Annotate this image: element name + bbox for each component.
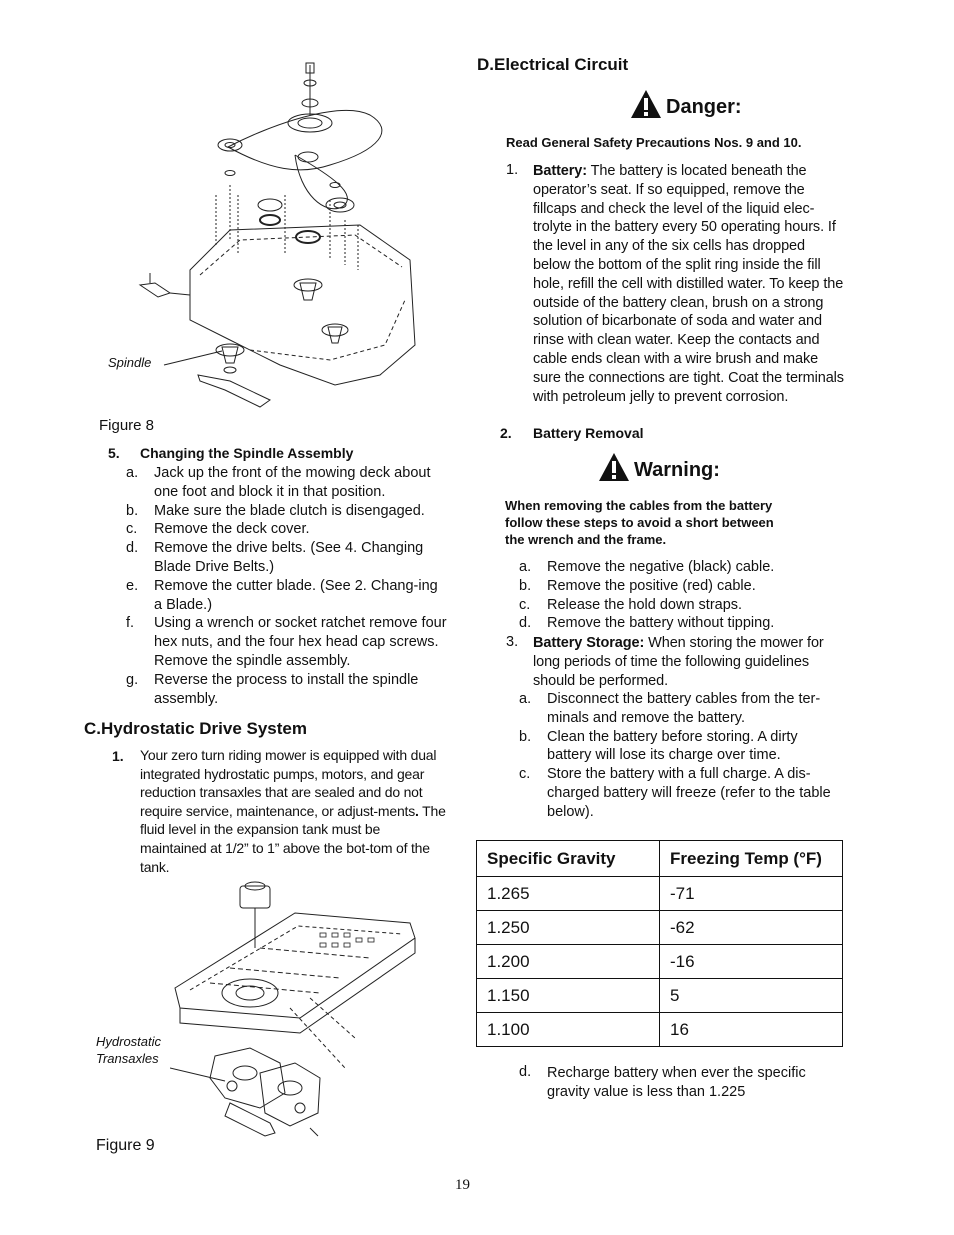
list-marker: f. xyxy=(126,615,135,632)
figure-8-illustration xyxy=(130,55,420,420)
removal-step-number: 2. xyxy=(500,425,512,441)
list-text: Remove the cutter blade. (See 2. Chang-ing a Blade.) xyxy=(154,577,438,613)
table-row xyxy=(477,979,843,1013)
table-cell: 1.200 xyxy=(477,945,660,979)
electrical-heading: D.Electrical Circuit xyxy=(477,55,629,74)
table-cell: 16 xyxy=(660,1013,843,1047)
table-cell: 5 xyxy=(660,979,843,1013)
battery-label: Battery: xyxy=(533,163,587,179)
table-cell: 1.250 xyxy=(477,911,660,945)
warning-triangle-icon xyxy=(598,452,630,488)
list-marker: e. xyxy=(126,577,139,594)
warning-title-text: Warning: xyxy=(634,458,720,481)
removal-steps-list xyxy=(519,558,845,633)
list-marker: c. xyxy=(519,766,531,783)
hydrostatic-text-dot: . xyxy=(415,802,419,819)
warning-note-line3: the wrench and the frame. xyxy=(505,532,667,547)
list-marker: b. xyxy=(519,577,532,594)
warning-triangle-icon xyxy=(630,89,662,125)
table-header-cell: Specific Gravity xyxy=(477,841,660,877)
list-item xyxy=(519,596,845,615)
warning-note-line1: When removing the cables from the battery xyxy=(505,498,773,513)
list-marker: b. xyxy=(519,728,532,745)
list-text: Using a wrench or socket ratchet remove four hex nuts, and the four hex head cap screws. Remove the spindle assembly. xyxy=(154,615,447,669)
list-marker: a. xyxy=(519,559,532,575)
list-item xyxy=(126,614,448,670)
table-cell: -16 xyxy=(660,945,843,979)
table-row xyxy=(477,877,843,911)
hydrostatic-heading: C.Hydrostatic Drive System xyxy=(84,719,307,738)
recharge-text: Recharge battery when ever the specific gravity value is less than 1.225 xyxy=(547,1065,806,1100)
table-header-cell: Freezing Temp (°F) xyxy=(660,841,843,877)
list-item xyxy=(126,520,448,539)
figure-9-caption: Figure 9 xyxy=(96,1137,155,1154)
storage-paragraph xyxy=(533,634,845,690)
list-marker: b. xyxy=(126,502,139,519)
list-item xyxy=(126,577,448,615)
list-item xyxy=(126,502,448,521)
specific-gravity-table xyxy=(476,840,843,1047)
list-item xyxy=(126,539,448,577)
list-text: Disconnect the battery cables from the ter-minals and remove the battery. xyxy=(547,691,821,726)
removal-step-title: Battery Removal xyxy=(533,425,644,441)
list-item xyxy=(126,464,448,502)
storage-text: When storing the mower for long periods of time the following guidelines should be performed. xyxy=(533,635,824,689)
battery-text: The battery is located beneath the operator’s seat. If so equipped, remove the fillcaps and check the level of the liquid elec-trolyte in the battery every 50 operating hours. If the level in any of the six cells has dropped below the bottom of the split ring inside the fill hole, refill the cell with distilled water. To keep the outside of the battery clean, brush on a strong solution of bicarbonate of soda and water and rinse with clean water. Keep the contacts and cable ends clean with a wire brush and make sure the connections are tight. Coat the terminals with petroleum jelly to prevent corrosion. xyxy=(533,163,844,405)
figure-8-caption: Figure 8 xyxy=(99,417,155,434)
list-item xyxy=(126,671,448,709)
list-text: Remove the battery without tipping. xyxy=(547,615,775,632)
figure-9-callout xyxy=(96,1033,161,1067)
warning-note xyxy=(505,497,774,548)
table-cell: -71 xyxy=(660,877,843,911)
hydrostatic-paragraph xyxy=(140,746,448,876)
hydrostatic-text-part2: The fluid level in the expansion tank must be maintained at 1/2” to 1” above the bot-tom of the tank. xyxy=(140,802,446,875)
figure-9-illustration xyxy=(170,878,420,1140)
page-number: 19 xyxy=(455,1177,470,1193)
table-row xyxy=(477,945,843,979)
table-cell: 1.100 xyxy=(477,1013,660,1047)
battery-paragraph xyxy=(533,162,845,406)
danger-note: Read General Safety Precautions Nos. 9 and 10. xyxy=(506,135,802,150)
figure-8-callout-spindle: Spindle xyxy=(108,355,152,370)
list-marker: a. xyxy=(126,465,139,481)
spindle-step-title: Changing the Spindle Assembly xyxy=(140,445,354,461)
warning-title xyxy=(598,452,720,488)
storage-step-number: 3. xyxy=(506,634,519,650)
list-marker: g. xyxy=(126,671,139,688)
danger-title-text: Danger: xyxy=(666,95,742,118)
list-text: Release the hold down straps. xyxy=(547,596,743,613)
list-text: Remove the negative (black) cable. xyxy=(547,559,775,575)
battery-step-number: 1. xyxy=(506,162,519,178)
table-row xyxy=(477,911,843,945)
list-text: Make sure the blade clutch is disengaged. xyxy=(154,502,425,519)
warning-note-line2: follow these steps to avoid a short between xyxy=(505,515,774,530)
figure-9-callout-line1: Hydrostatic xyxy=(96,1034,162,1049)
list-text: Remove the deck cover. xyxy=(154,521,310,538)
table-header-row xyxy=(477,841,843,877)
list-item xyxy=(519,765,845,821)
recharge-marker: d. xyxy=(519,1064,532,1080)
hydrostatic-step-number: 1. xyxy=(112,748,124,764)
list-item xyxy=(519,614,845,633)
list-text: Store the battery with a full charge. A dis-charged battery will freeze (refer to the table below). xyxy=(547,766,831,820)
figure-9-callout-line2: Transaxles xyxy=(96,1051,159,1066)
list-marker: a. xyxy=(519,691,532,707)
storage-label: Battery Storage: xyxy=(533,635,645,651)
table-cell: 1.265 xyxy=(477,877,660,911)
storage-steps-list xyxy=(519,690,845,822)
list-item xyxy=(519,577,845,596)
table-cell: 1.150 xyxy=(477,979,660,1013)
list-marker: c. xyxy=(519,596,531,613)
list-text: Jack up the front of the mowing deck about one foot and block it in that position. xyxy=(154,465,431,500)
list-marker: d. xyxy=(126,540,139,557)
danger-title xyxy=(630,89,742,125)
list-item xyxy=(519,558,845,577)
list-item xyxy=(519,728,845,766)
list-marker: d. xyxy=(519,615,532,632)
spindle-steps-list xyxy=(126,464,448,708)
list-text: Clean the battery before storing. A dirty battery will lose its charge over time. xyxy=(547,728,798,764)
list-text: Remove the positive (red) cable. xyxy=(547,577,756,594)
list-text: Reverse the process to install the spindle assembly. xyxy=(154,671,419,707)
hydrostatic-text-part1: Your zero turn riding mower is equipped with dual integrated hydrostatic pumps, motors, and gear reduction transaxles that are sealed and do not require service, maintenance, or adjust-ments xyxy=(140,747,437,819)
table-row xyxy=(477,1013,843,1047)
list-marker: c. xyxy=(126,521,138,538)
list-item xyxy=(519,690,845,728)
list-text: Remove the drive belts. (See 4. Changing Blade Drive Belts.) xyxy=(154,540,424,575)
spindle-step-number: 5. xyxy=(108,445,120,461)
table-cell: -62 xyxy=(660,911,843,945)
